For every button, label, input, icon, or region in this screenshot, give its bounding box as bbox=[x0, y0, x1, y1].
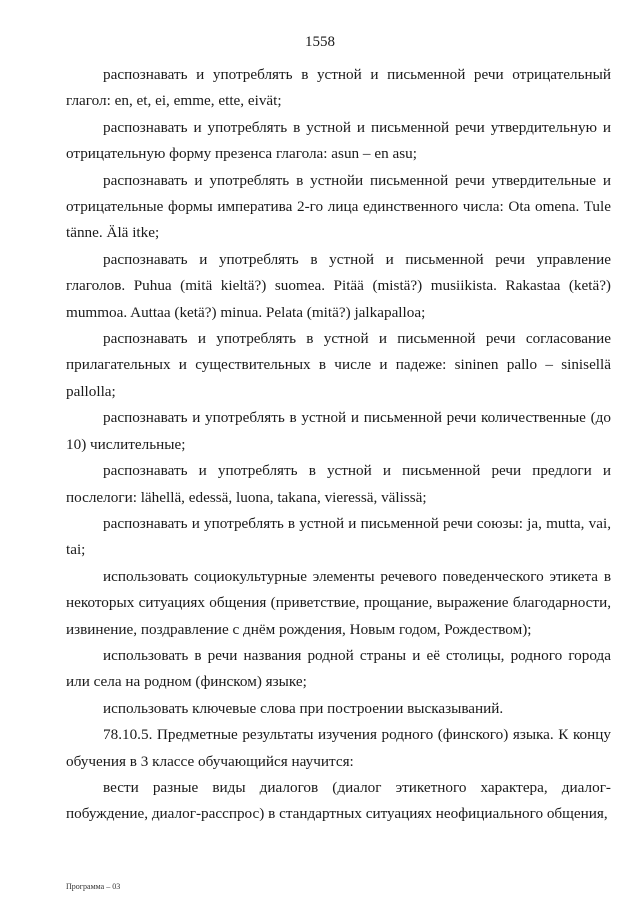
paragraph: распознавать и употреблять в устнойи письменной речи утвердительные и отрицательные формы императива 2-го лица единственного числа: Ota omena. Tule tänne. Älä itke; bbox=[66, 171, 611, 242]
document-body bbox=[66, 62, 611, 828]
page-number: 1558 bbox=[305, 34, 335, 50]
paragraph: распознавать и употреблять в устной и письменной речи количественные (до 10) числительные; bbox=[66, 409, 611, 453]
paragraph: распознавать и употреблять в устной и письменной речи отрицательный глагол: en, et, ei, emme, ette, eivät; bbox=[66, 66, 611, 110]
paragraph: распознавать и употреблять в устной и письменной речи согласование прилагательных и существительных в числе и падеже: sininen pallo – sinisellä pallolla; bbox=[66, 330, 611, 400]
paragraph: распознавать и употреблять в устной и письменной речи утвердительную и отрицательную форму презенса глагола: asun – en asu; bbox=[66, 118, 611, 163]
section-heading-paragraph: 78.10.5. Предметные результаты изучения родного (финского) языка. К концу обучения в 3 классе обучающийся научится: bbox=[66, 726, 611, 770]
footer-label: Программа – 03 bbox=[66, 882, 121, 891]
paragraph: распознавать и употреблять в устной и письменной речи союзы: ja, mutta, vai, tai; bbox=[66, 514, 611, 559]
paragraph: использовать ключевые слова при построении высказываний. bbox=[103, 699, 504, 717]
paragraph: вести разные виды диалогов (диалог этикетного характера, диалог-побуждение, диалог-расспрос) в стандартных ситуациях неофициального общения, bbox=[66, 778, 611, 823]
paragraph: использовать социокультурные элементы речевого поведенческого этикета в некоторых ситуациях общения (приветствие, прощание, выражение благодарности, извинение, поздравление с днём рождения, Новым годом, Рождеством); bbox=[66, 567, 611, 638]
paragraph: использовать в речи названия родной страны и её столицы, родного города или села на родном (финском) языке; bbox=[66, 646, 611, 691]
paragraph: распознавать и употреблять в устной и письменной речи предлоги и послелоги: lähellä, edessä, luona, takana, vieressä, välissä; bbox=[66, 462, 611, 506]
paragraph: распознавать и употреблять в устной и письменной речи управление глаголов. Puhua (mitä kieltä?) suomea. Pitää (mistä?) musiikista. Rakastaa (ketä?) mummoa. Auttaa (ketä?) minua. Pelata (mitä?) jalkapalloa; bbox=[66, 250, 611, 321]
